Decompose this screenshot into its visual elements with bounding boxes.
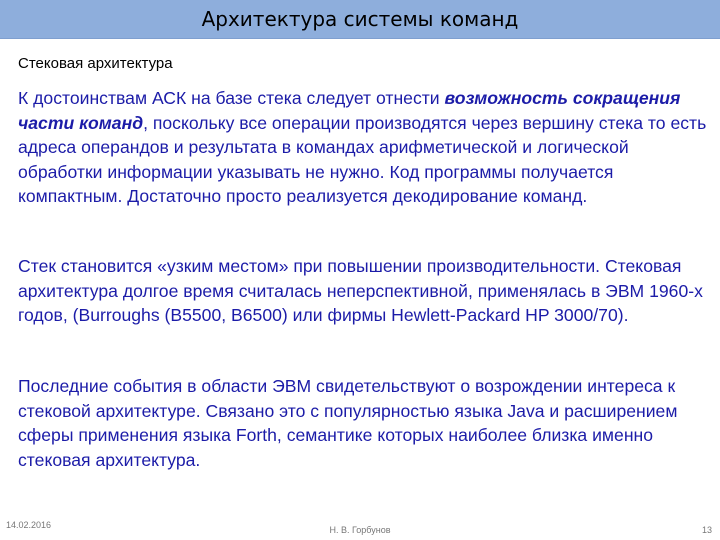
paragraph-bottleneck: Стек становится «узким местом» при повышении производительности. Стековая архитектура долгое время считалась неперспективной, применялась в ЭВМ 1960-х годов, (Burroughs (B5500, B6500) или фирмы Hewlett-Packard HP 3000/70). <box>18 256 703 326</box>
paragraph-advantages <box>18 86 708 209</box>
paragraph-advantages-rest: , поскольку все операции производятся через вершину стека то есть адреса операндов и результата в командах арифметической и логической обработки информации указывать не нужно. Код программы получается компактным. Достаточно просто реализуется декодирование команд. <box>18 112 707 207</box>
title-bar <box>0 0 720 39</box>
footer-date: 14.02.2016 <box>6 520 52 530</box>
page-number: 13 <box>701 525 712 535</box>
footer-author: Н. В. Горбунов <box>329 525 391 535</box>
paragraph-advantages-emphasis: возможность сокращения части команд <box>18 88 681 133</box>
slide-title: Архитектура системы команд <box>201 7 519 31</box>
paragraph-revival: Последние события в области ЭВМ свидетельствуют о возрождении интереса к стековой архитектуре. Связано это с популярностью языка Java и расширением сферы применения языка Forth, семантике которых наиболее близка именно стековая архитектура. <box>18 376 678 470</box>
paragraph-advantages-intro: К достоинствам АСК на базе стека следует отнести <box>18 88 445 108</box>
section-subtitle: Стековая архитектура <box>18 55 173 72</box>
